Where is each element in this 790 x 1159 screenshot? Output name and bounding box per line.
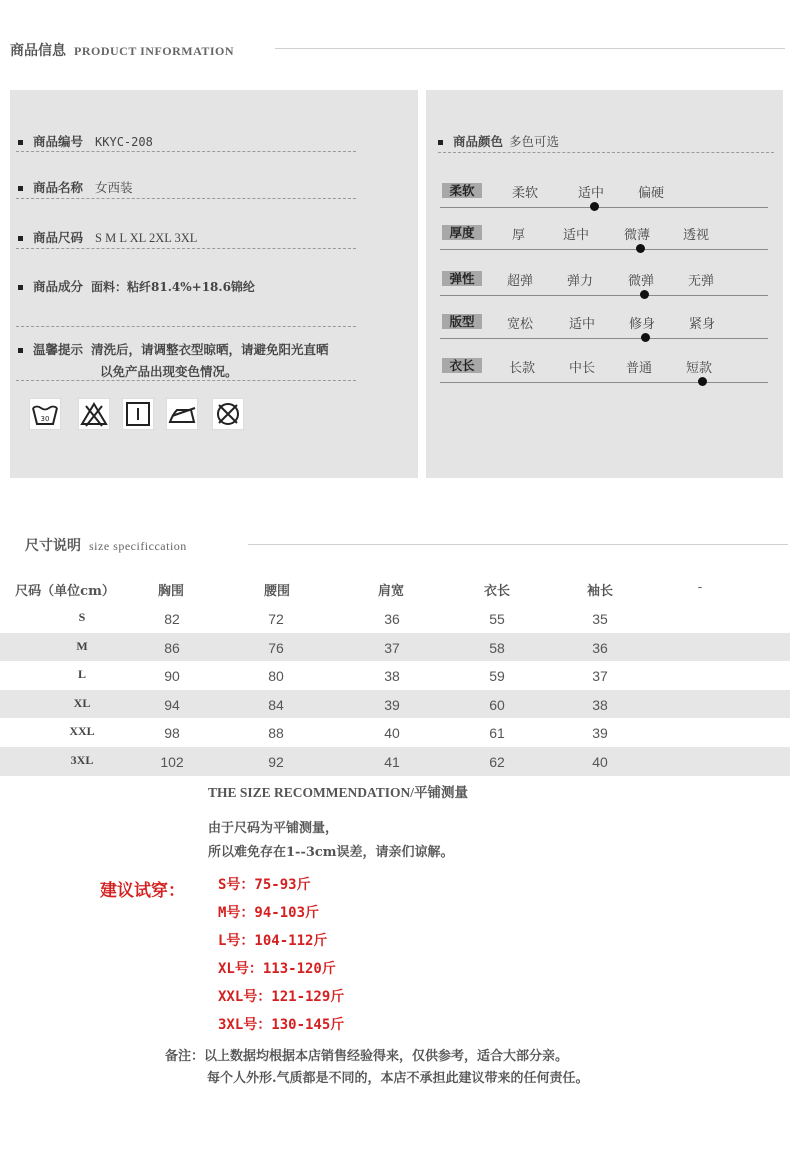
attr-scale-line xyxy=(440,382,768,383)
size-table-row xyxy=(0,661,790,690)
size-cell: L xyxy=(77,667,86,682)
dashed-divider xyxy=(16,248,356,249)
footnote-line-1: 备注：以上数据均根据本店销售经验得来，仅供参考，适合大部分亲。 xyxy=(165,1049,569,1064)
attr-scale-line xyxy=(440,249,768,250)
size-spec-title-cn: 尺寸说明 xyxy=(25,538,81,554)
size-spec-title xyxy=(25,535,187,555)
attr-label-3: 版型 xyxy=(442,314,482,329)
svg-text:30: 30 xyxy=(40,415,50,423)
measure-cell-length: 60 xyxy=(489,696,505,713)
bullet-icon xyxy=(18,140,23,145)
bullet-icon xyxy=(18,186,23,191)
header-length: 衣长 xyxy=(483,584,510,599)
measure-cell-chest: 98 xyxy=(164,725,180,742)
recommendation-desc-1: 由于尺码为平铺测量， xyxy=(208,821,339,836)
measure-cell-shoulder: 41 xyxy=(384,754,400,770)
header-extra: - xyxy=(697,580,703,595)
info-value: KKYC-208 xyxy=(95,135,153,149)
tips-label: 温馨提示 xyxy=(33,342,84,357)
measure-cell-shoulder: 38 xyxy=(384,668,400,685)
size-table-row xyxy=(0,747,790,776)
attr-option: 中长 xyxy=(569,361,596,376)
size-table-row xyxy=(0,604,790,633)
measure-cell-chest: 86 xyxy=(164,639,180,656)
measure-cell-chest: 90 xyxy=(164,668,180,685)
attr-option: 适中 xyxy=(578,186,605,201)
attr-selected-dot xyxy=(636,244,645,253)
recommendation-label: 建议试穿： xyxy=(100,881,185,901)
size-cell: XL xyxy=(73,695,91,710)
header-waist: 腰围 xyxy=(263,584,290,599)
measure-cell-chest: 94 xyxy=(164,696,180,713)
info-label: 商品编号 xyxy=(33,134,84,149)
dashed-divider xyxy=(16,151,356,152)
info-row-name xyxy=(18,178,133,196)
measure-cell-waist: 76 xyxy=(268,639,284,656)
attr-option: 超弹 xyxy=(507,274,534,289)
color-label: 商品颜色 xyxy=(453,134,504,149)
attr-option: 透视 xyxy=(683,228,710,243)
attr-selected-dot xyxy=(698,377,707,386)
measure-cell-sleeve: 37 xyxy=(592,668,608,685)
size-table-row xyxy=(0,633,790,662)
product-info-title-cn: 商品信息 xyxy=(10,43,66,59)
measure-cell-shoulder: 40 xyxy=(384,725,400,742)
attr-scale-line xyxy=(440,338,768,339)
product-info-title xyxy=(10,40,234,60)
measure-cell-length: 58 xyxy=(489,639,505,656)
recommendation-item: 3XL号：130-145斤 xyxy=(218,1017,345,1033)
measure-cell-sleeve: 39 xyxy=(592,725,608,742)
attr-label-4: 衣长 xyxy=(442,358,482,373)
info-row-material xyxy=(18,277,255,295)
size-cell: M xyxy=(76,638,88,653)
product-info-divider xyxy=(275,48,785,49)
size-table-row xyxy=(0,718,790,747)
attr-option: 适中 xyxy=(569,317,596,332)
recommendation-heading: THE SIZE RECOMMENDATION/平铺测量 xyxy=(208,785,469,800)
info-row-sizes xyxy=(18,228,197,246)
size-spec-divider xyxy=(248,544,788,545)
care-tips-line2 xyxy=(100,362,238,380)
size-cell: XXL xyxy=(69,724,95,739)
measure-cell-length: 62 xyxy=(489,754,505,770)
dashed-divider xyxy=(16,380,356,381)
attr-label-0: 柔软 xyxy=(442,183,482,198)
attr-option: 修身 xyxy=(629,317,656,332)
measure-cell-length: 55 xyxy=(489,611,505,627)
attr-label-1: 厚度 xyxy=(442,225,482,240)
measure-cell-waist: 92 xyxy=(268,754,284,770)
bullet-icon xyxy=(18,285,23,290)
measure-cell-chest: 82 xyxy=(164,611,180,627)
care-tips xyxy=(18,340,329,358)
bullet-icon xyxy=(18,348,23,353)
bullet-icon xyxy=(18,236,23,241)
recommendation-item: L号：104-112斤 xyxy=(218,933,328,949)
no-bleach-icon xyxy=(78,398,110,430)
attr-selected-dot xyxy=(640,290,649,299)
measure-cell-sleeve: 36 xyxy=(592,639,608,656)
attr-selected-dot xyxy=(590,202,599,211)
measure-cell-shoulder: 39 xyxy=(384,696,400,713)
attr-option: 宽松 xyxy=(507,317,534,332)
measure-cell-shoulder: 36 xyxy=(384,611,400,627)
info-label: 商品成分 xyxy=(33,279,84,294)
dashed-divider xyxy=(16,198,356,199)
info-value: S M L XL 2XL 3XL xyxy=(95,231,198,245)
tips-line-1: 清洗后，请调整衣型晾晒，请避免阳光直晒 xyxy=(91,342,329,357)
tips-line-2: 以免产品出现变色情况。 xyxy=(100,364,238,379)
wash-30-icon xyxy=(29,398,61,430)
attr-option: 厚 xyxy=(512,228,526,243)
size-table-header xyxy=(0,575,790,604)
measure-cell-waist: 72 xyxy=(268,611,284,627)
measure-cell-shoulder: 37 xyxy=(384,639,400,656)
measure-cell-length: 61 xyxy=(489,725,505,742)
size-table-row xyxy=(0,690,790,719)
size-cell: S xyxy=(78,610,86,624)
attr-option: 紧身 xyxy=(689,317,716,332)
info-row-code xyxy=(18,132,153,150)
attr-option: 柔软 xyxy=(512,186,539,201)
recommendation-item: M号：94-103斤 xyxy=(218,905,320,921)
size-cell: 3XL xyxy=(70,753,94,767)
measure-cell-length: 59 xyxy=(489,668,505,685)
color-row xyxy=(438,132,559,150)
measure-cell-waist: 84 xyxy=(268,696,284,713)
attr-option: 适中 xyxy=(563,228,590,243)
header-sleeve: 袖长 xyxy=(586,584,613,599)
attr-option: 偏硬 xyxy=(638,186,665,201)
info-value: 面料：粘纤81.4%+18.6锦纶 xyxy=(91,280,255,294)
info-label: 商品名称 xyxy=(33,180,84,195)
product-info-title-en: PRODUCT INFORMATION xyxy=(74,44,235,58)
attr-option: 微薄 xyxy=(624,228,651,243)
attr-option: 短款 xyxy=(686,361,713,376)
attr-label-2: 弹性 xyxy=(442,271,482,286)
size-spec-title-en: size specificcation xyxy=(89,539,187,553)
attr-selected-dot xyxy=(641,333,650,342)
measure-cell-chest: 102 xyxy=(160,754,184,770)
attr-option: 微弹 xyxy=(628,274,655,289)
attr-option: 长款 xyxy=(509,361,536,376)
info-label: 商品尺码 xyxy=(33,230,84,245)
measure-cell-sleeve: 38 xyxy=(592,696,608,713)
measure-cell-waist: 88 xyxy=(268,725,284,742)
attr-scale-line xyxy=(440,295,768,296)
measure-cell-sleeve: 35 xyxy=(592,611,608,627)
header-size: 尺码（单位cm） xyxy=(15,584,115,599)
attr-option: 普通 xyxy=(626,361,653,376)
recommendation-item: XL号：113-120斤 xyxy=(218,961,336,977)
attr-option: 弹力 xyxy=(567,274,594,289)
attr-option: 无弹 xyxy=(688,274,715,289)
header-chest: 胸围 xyxy=(157,584,184,599)
recommendation-desc-2: 所以难免存在1--3cm误差，请亲们谅解。 xyxy=(208,845,454,860)
dashed-divider xyxy=(16,326,356,327)
header-shoulder: 肩宽 xyxy=(377,584,404,599)
measure-cell-waist: 80 xyxy=(268,668,284,685)
recommendation-item: XXL号：121-129斤 xyxy=(218,989,345,1005)
iron-icon xyxy=(166,398,198,430)
recommendation-item: S号：75-93斤 xyxy=(218,877,311,893)
color-value: 多色可选 xyxy=(509,134,560,149)
attr-scale-line xyxy=(440,207,768,208)
measure-cell-sleeve: 40 xyxy=(592,754,608,770)
no-dry-clean-icon xyxy=(212,398,244,430)
tumble-dry-icon xyxy=(122,398,154,430)
footnote-line-2: 每个人外形.气质都是不同的，本店不承担此建议带来的任何责任。 xyxy=(207,1071,589,1086)
info-value: 女西装 xyxy=(95,180,133,195)
dashed-divider xyxy=(438,152,774,153)
bullet-icon xyxy=(438,140,443,145)
